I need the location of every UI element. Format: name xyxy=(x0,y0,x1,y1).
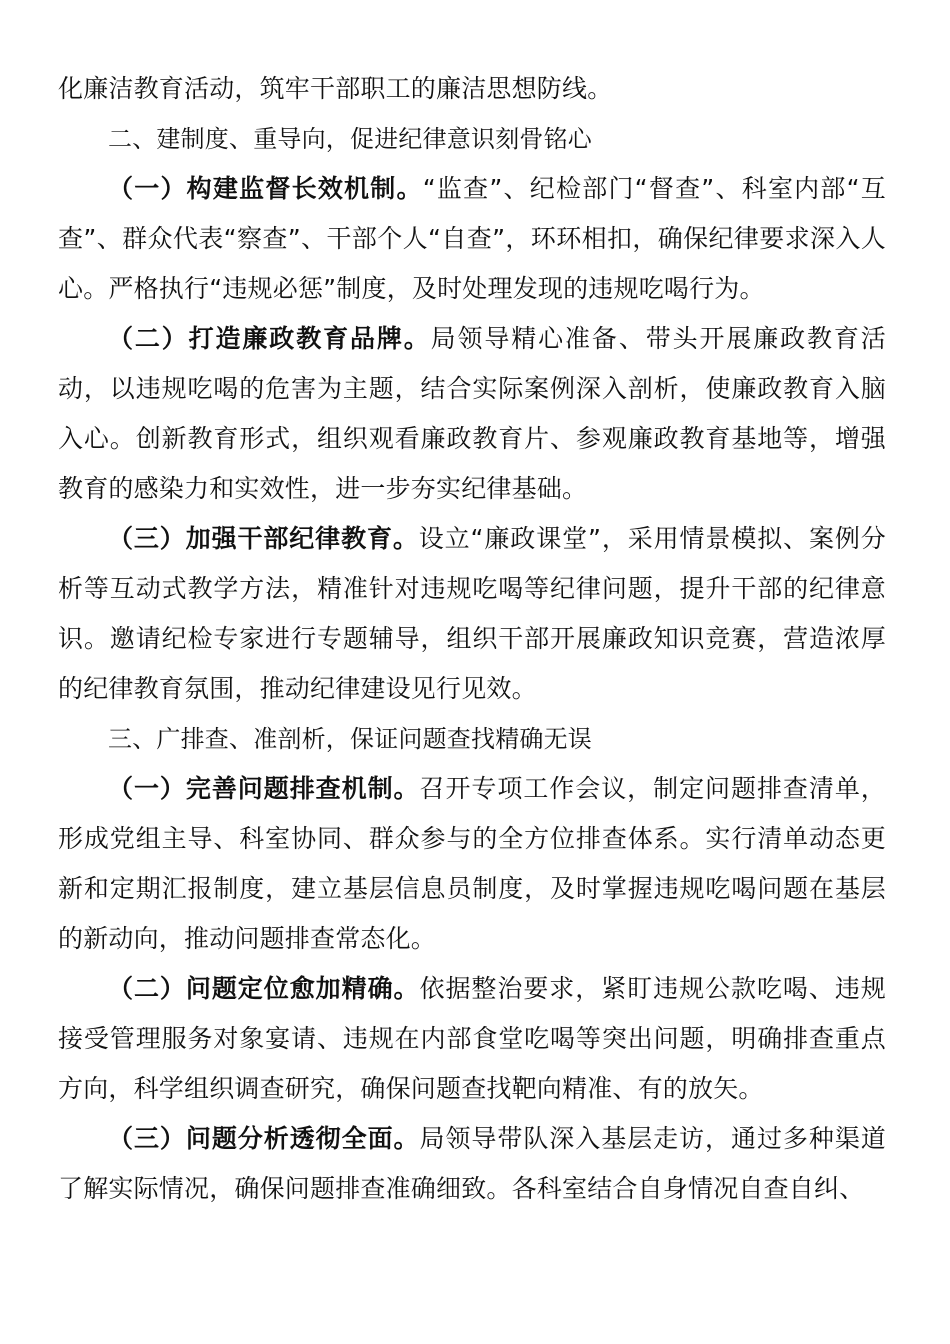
paragraph-3-1 xyxy=(58,764,886,964)
paragraph-body: “监查”、纪检部门“督查”、科室内部“互查”、群众代表“察查”、干部个人“自查”，环环相扣，确保纪律要求深入人心。严格执行“违规必惩”制度，及时处理发现的违规吃喝行为。 xyxy=(58,174,887,303)
paragraph-lead: （三）加强干部纪律教育。 xyxy=(108,524,419,553)
paragraph-2-1 xyxy=(58,164,886,314)
paragraph-body: 化廉洁教育活动，筑牢干部职工的廉洁思想防线。 xyxy=(58,74,613,103)
paragraph-body: 局领导精心准备、带头开展廉政教育活动，以违规吃喝的危害为主题，结合实际案例深入剖析，使廉政教育入脑入心。创新教育形式，组织观看廉政教育片、参观廉政教育基地等，增强教育的感染力和实效性，进一步夯实纪律基础。 xyxy=(58,324,886,503)
paragraph-3-2 xyxy=(58,964,886,1114)
paragraph-3-3 xyxy=(58,1114,886,1214)
paragraph-body: 局领导带队深入基层走访，通过多种渠道了解实际情况，确保问题排查准确细致。各科室结合自身情况自查自纠、 xyxy=(58,1124,886,1203)
paragraph-lead: （二）问题定位愈加精确。 xyxy=(108,974,420,1003)
paragraph-lead: （二）打造廉政教育品牌。 xyxy=(108,324,431,353)
paragraph-2-2 xyxy=(58,314,886,514)
paragraph-body: 依据整治要求，紧盯违规公款吃喝、违规接受管理服务对象宴请、违规在内部食堂吃喝等突出问题，明确排查重点方向，科学组织调查研究，确保问题查找靶向精准、有的放矢。 xyxy=(58,974,886,1103)
paragraph-lead: （三）问题分析透彻全面。 xyxy=(108,1124,420,1153)
section-heading-2: 二、建制度、重导向，促进纪律意识刻骨铭心 xyxy=(108,125,592,153)
section-heading-3: 三、广排查、准剖析，保证问题查找精确无误 xyxy=(108,725,592,753)
paragraph-body: 设立“廉政课堂”，采用情景模拟、案例分析等互动式教学方法，精准针对违规吃喝等纪律问题，提升干部的纪律意识。邀请纪检专家进行专题辅导，组织干部开展廉政知识竞赛，营造浓厚的纪律教育氛围，推动纪律建设见行见效。 xyxy=(58,524,886,703)
paragraph-lead: （一）构建监督长效机制。 xyxy=(108,174,423,203)
continuation-paragraph xyxy=(58,64,886,114)
paragraph-lead: （一）完善问题排查机制。 xyxy=(108,774,420,803)
paragraph-2-3 xyxy=(58,514,886,714)
paragraph-body: 召开专项工作会议，制定问题排查清单，形成党组主导、科室协同、群众参与的全方位排查体系。实行清单动态更新和定期汇报制度，建立基层信息员制度，及时掌握违规吃喝问题在基层的新动向，推动问题排查常态化。 xyxy=(58,774,886,953)
document-body xyxy=(58,64,886,1214)
